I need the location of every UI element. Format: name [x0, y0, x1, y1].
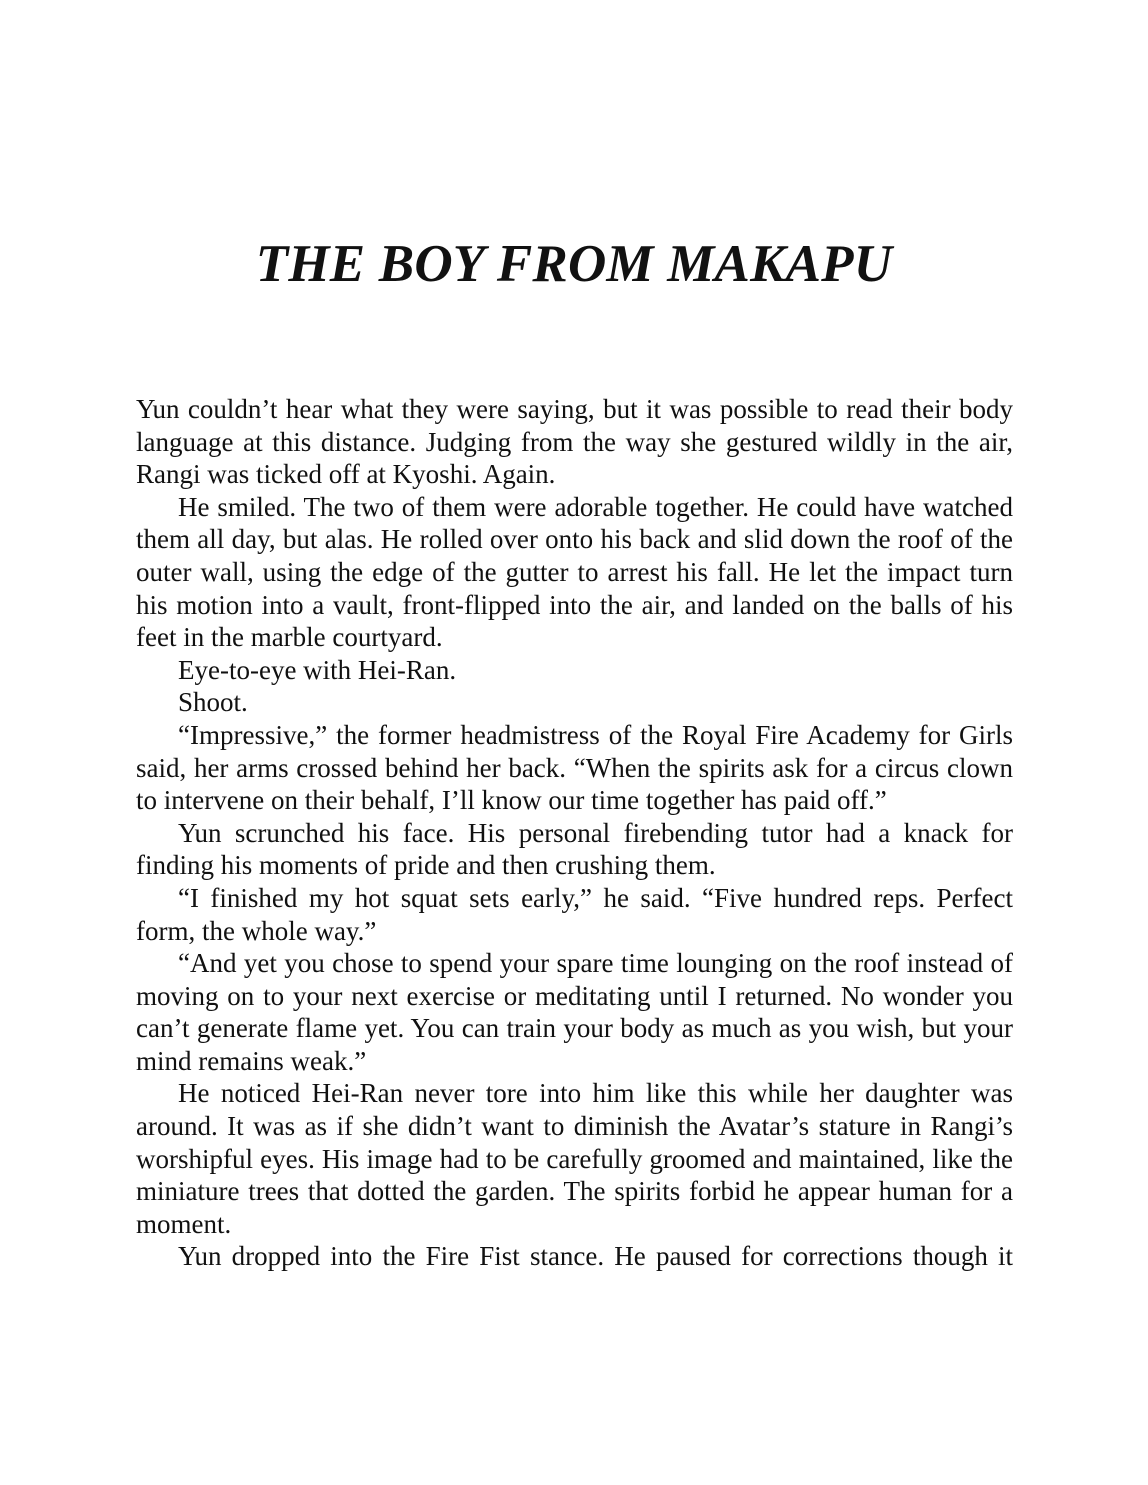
chapter-body	[136, 393, 1013, 1273]
paragraph: Yun couldn’t hear what they were saying, but it was possible to read their body language at this distance. Judging from the way she gestured wildly in the air, Rangi was ticked off at Kyoshi. Again.	[136, 394, 1013, 490]
paragraph: He noticed Hei-Ran never tore into him like this while her daughter was around. It was as if she didn’t want to diminish the Avatar’s stature in Rangi’s worshipful eyes. His image had to be carefully groomed and maintained, like the miniature trees that dotted the garden. The spirits forbid he appear human for a moment.	[136, 1078, 1013, 1239]
chapter-title: THE BOY FROM MAKAPU	[255, 235, 893, 293]
paragraph: “I finished my hot squat sets early,” he said. “Five hundred reps. Perfect form, the whole way.”	[136, 882, 1013, 946]
paragraph: “And yet you chose to spend your spare time lounging on the roof instead of moving on to your next exercise or meditating until I returned. No wonder you can’t generate flame yet. You can train your body as much as you wish, but your mind remains weak.”	[136, 948, 1013, 1076]
paragraph: Yun scrunched his face. His personal firebending tutor had a knack for finding his moments of pride and then crushing them.	[136, 817, 1013, 881]
paragraph: Shoot.	[178, 687, 248, 718]
paragraph: Eye-to-eye with Hei-Ran.	[178, 654, 457, 685]
paragraph: He smiled. The two of them were adorable together. He could have watched them all day, but alas. He rolled over onto his back and slid down the roof of the outer wall, using the edge of the gutter to arrest his fall. He let the impact turn his motion into a vault, front-flipped into the air, and landed on the balls of his feet in the marble courtyard.	[136, 491, 1013, 653]
paragraph: Yun dropped into the Fire Fist stance. He paused for corrections though it	[178, 1241, 1013, 1272]
paragraph: “Impressive,” the former headmistress of the Royal Fire Academy for Girls said, her arms crossed behind her back. “When the spirits ask for a circus clown to intervene on their behalf, I’ll know our time together has paid off.”	[136, 719, 1013, 816]
